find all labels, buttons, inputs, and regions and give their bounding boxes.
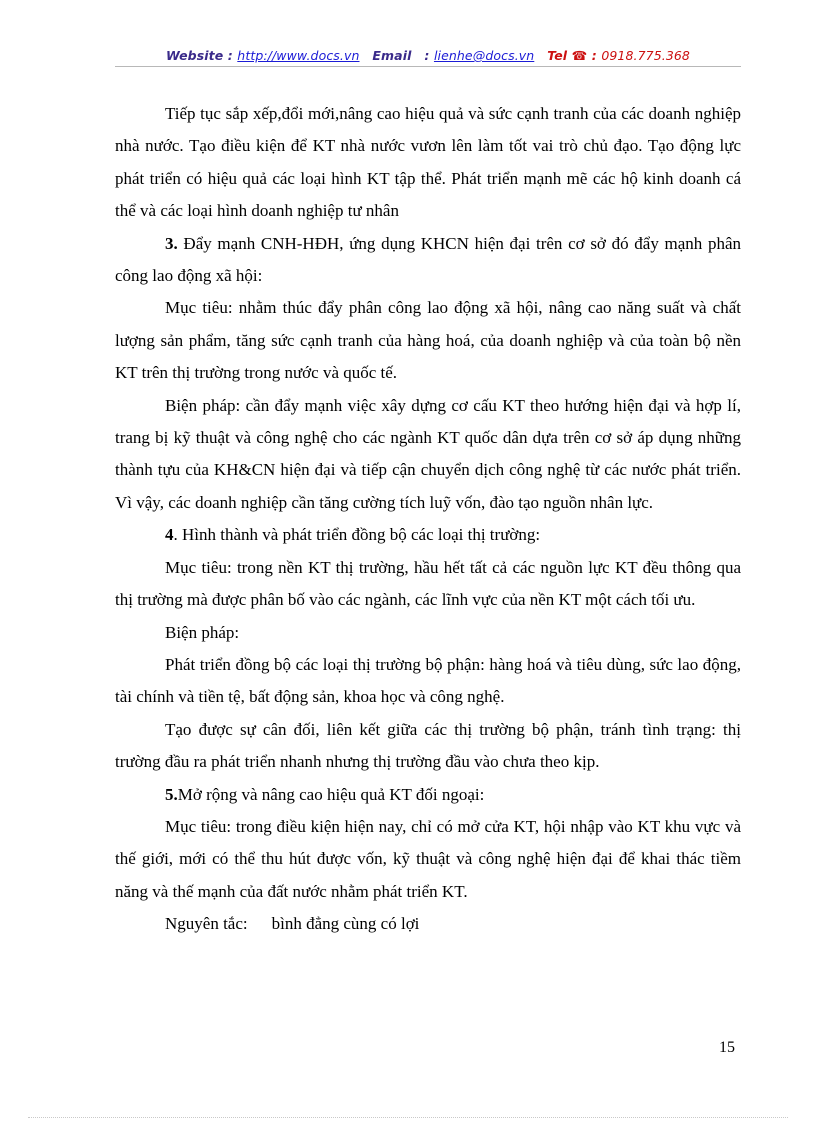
section-heading-4: 4. Hình thành và phát triển đồng bộ các loại thị trường: — [165, 525, 541, 545]
section-heading-5: 5.Mở rộng và nâng cao hiệu quả KT đối ngoại: — [165, 784, 485, 804]
footer-divider — [28, 1117, 788, 1118]
header-rule — [115, 66, 741, 67]
paragraph: Mục tiêu: trong điều kiện hiện nay, chỉ có mở cửa KT, hội nhập vào KT khu vực và thế giới, mới có thể thu hút được vốn, kỹ thuật và công nghệ hiện đại để khai thác tiềm năng và thế mạnh của đất nước nhằm phát triển KT. — [115, 816, 741, 901]
page-header — [115, 48, 741, 63]
principle-label: Nguyên tắc: — [165, 914, 248, 934]
email-label: Email — [372, 48, 412, 63]
tel-label: Tel ☎ : — [547, 48, 597, 63]
page-number: 15 — [719, 1039, 735, 1056]
paragraph: Tiếp tục sắp xếp,đổi mới,nâng cao hiệu quả và sức cạnh tranh của các doanh nghiệp nhà nước. Tạo điều kiện để KT nhà nước vươn lên làm tốt vai trò chủ đạo. Tạo động lực phát triển có hiệu quả các loại hình KT tập thể. Phát triển mạnh mẽ các hộ kinh doanh cá thể và các loại hình doanh nghiệp tư nhân — [115, 104, 741, 221]
principle-value: bình đẳng cùng có lợi — [271, 914, 420, 934]
paragraph: Mục tiêu: nhằm thúc đẩy phân công lao động xã hội, nâng cao năng suất và chất lượng sản phẩm, tăng sức cạnh tranh của hàng hoá, của doanh nghiệp và của toàn bộ nền KT trên thị trường trong nước và quốc tế. — [115, 298, 741, 383]
section-number: 4 — [165, 525, 174, 545]
website-link[interactable]: http://www.docs.vn — [237, 48, 360, 63]
tel-value: 0918.775.368 — [601, 48, 690, 63]
document-body — [115, 98, 741, 941]
section-number: 3. — [165, 233, 178, 253]
paragraph: Biện pháp: cần đẩy mạnh việc xây dựng cơ cấu KT theo hướng hiện đại và hợp lí, trang bị kỹ thuật và công nghệ cho các ngành KT quốc dân dựa trên cơ sở áp dụng những thành tựu của KH&CN hiện đại và tiếp cận chuyển dịch công nghệ từ các nước phát triển. Vì vậy, các doanh nghiệp cần tăng cường tích luỹ vốn, đào tạo nguồn nhân lực. — [115, 395, 741, 512]
paragraph: Mục tiêu: trong nền KT thị trường, hầu hết tất cả các nguồn lực KT đều thông qua thị trường mà được phân bố vào các ngành, các lĩnh vực của nền KT một cách tối ưu. — [115, 557, 741, 610]
section-heading-3: 3. Đẩy mạnh CNH-HĐH, ứng dụng KHCN hiện đại trên cơ sở đó đẩy mạnh phân công lao động xã hội: — [115, 233, 741, 286]
principle-line — [115, 908, 741, 940]
section-number: 5. — [165, 784, 178, 804]
website-label: Website : — [166, 48, 233, 63]
email-separator: : — [424, 48, 430, 63]
paragraph: Biện pháp: — [165, 622, 240, 642]
paragraph: Phát triển đồng bộ các loại thị trường bộ phận: hàng hoá và tiêu dùng, sức lao động, tài chính và tiền tệ, bất động sản, khoa học và công nghệ. — [115, 654, 741, 707]
paragraph: Tạo được sự cân đối, liên kết giữa các thị trường bộ phận, tránh tình trạng: thị trường đầu ra phát triển nhanh nhưng thị trường đầu vào chưa theo kịp. — [115, 719, 741, 772]
email-link[interactable]: lienhe@docs.vn — [433, 48, 535, 63]
